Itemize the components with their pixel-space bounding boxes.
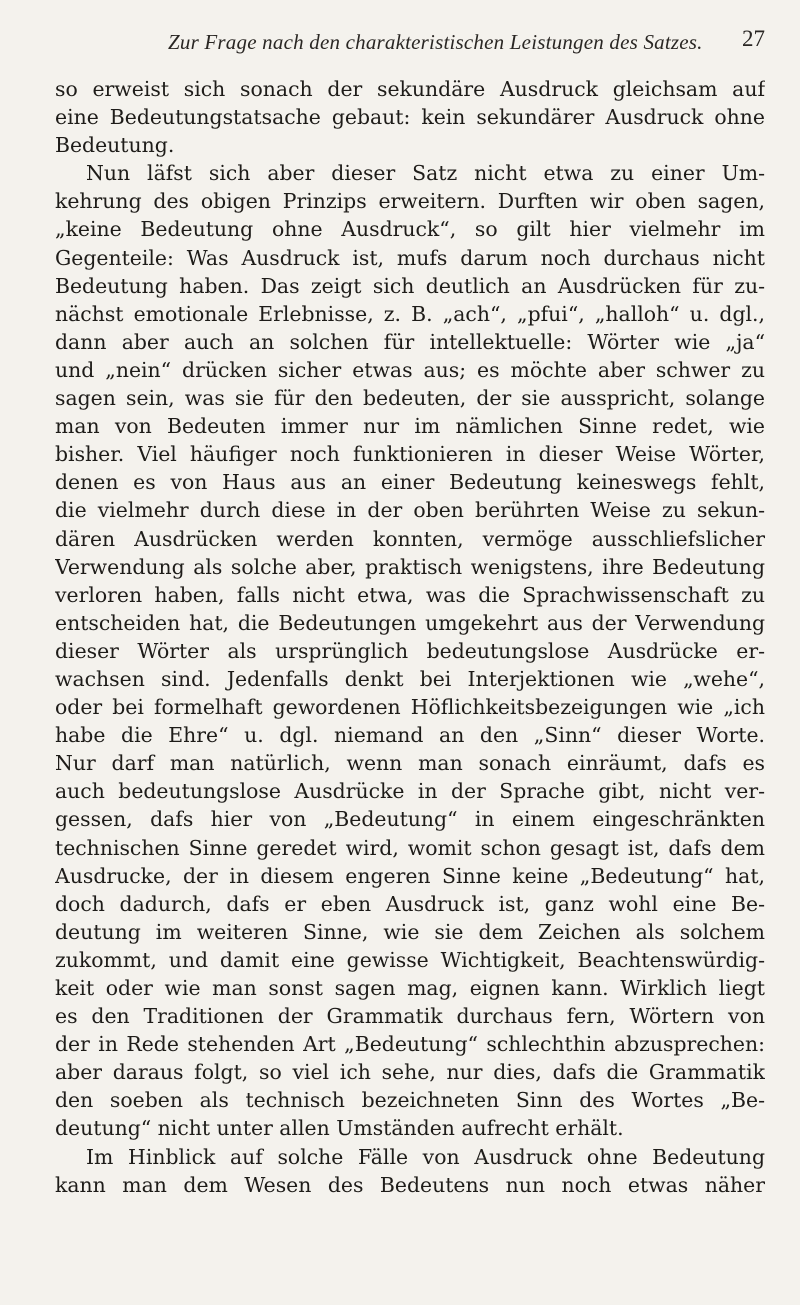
page-number: 27 — [742, 26, 765, 51]
text-line: so erweist sich sonach der sekundäre Ausdruck gleichsam auf — [55, 77, 765, 101]
text-line: und „nein“ drücken sicher etwas aus; es möchte aber schwer zu — [55, 357, 765, 382]
text-line: Verwendung als solche aber, praktisch wenigstens, ihre Bedeutung — [55, 554, 765, 579]
text-line: oder bei formelhaft gewordenen Höflichkeitsbezeigungen wie „ich — [55, 695, 765, 720]
text-line: Nur darf man natürlich, wenn man sonach einräumt, dafs es — [55, 751, 765, 776]
text-line: habe die Ehre“ u. dgl. niemand an den „Sinn“ dieser Worte. — [55, 723, 765, 748]
text-line: Nun läfst sich aber dieser Satz nicht etwa zu einer Um- — [86, 161, 765, 186]
text-line: den soeben als technisch bezeichneten Sinn des Wortes „Be- — [55, 1088, 765, 1113]
text-line: die vielmehr durch diese in der oben berührten Weise zu sekun- — [55, 498, 765, 523]
text-line: es den Traditionen der Grammatik durchaus fern, Wörtern von — [55, 1004, 765, 1029]
text-line: Gegenteile: Was Ausdruck ist, mufs darum noch durchaus nicht — [55, 245, 765, 270]
text-line: nächst emotionale Erlebnisse, z. B. „ach“, „pfui“, „halloh“ u. dgl., — [55, 301, 765, 326]
text-line: deutung“ nicht unter allen Umständen aufrecht erhält. — [55, 1116, 624, 1141]
text-line: dären Ausdrücken werden konnten, vermöge ausschliefslicher — [55, 526, 765, 551]
running-title: Zur Frage nach den charakteristischen Leistungen des Satzes. — [168, 30, 703, 54]
text-line: Bedeutung haben. Das zeigt sich deutlich an Ausdrücken für zu- — [55, 273, 765, 298]
text-line: auch bedeutungslose Ausdrücke in der Sprache gibt, nicht ver- — [55, 779, 765, 804]
text-line: denen es von Haus aus an einer Bedeutung keineswegs fehlt, — [55, 470, 765, 495]
text-line: kann man dem Wesen des Bedeutens nun noch etwas näher — [55, 1172, 765, 1197]
text-line: kehrung des obigen Prinzips erweitern. Durften wir oben sagen, — [55, 189, 765, 214]
body-text — [55, 75, 765, 1199]
text-line: wachsen sind. Jedenfalls denkt bei Interjektionen wie „wehe“, — [55, 666, 765, 691]
text-line: keit oder wie man sonst sagen mag, eignen kann. Wirklich liegt — [55, 976, 765, 1000]
text-line: dann aber auch an solchen für intellektuelle: Wörter wie „ja“ — [55, 329, 765, 354]
text-line: verloren haben, falls nicht etwa, was die Sprachwissenschaft zu — [55, 582, 765, 607]
text-line: Im Hinblick auf solche Fälle von Ausdruck ohne Bedeutung — [86, 1144, 765, 1169]
text-line: deutung im weiteren Sinne, wie sie dem Zeichen als solchem — [55, 919, 765, 944]
text-line: aber daraus folgt, so viel ich sehe, nur dies, dafs die Grammatik — [55, 1060, 765, 1085]
text-line: sagen sein, was sie für den bedeuten, der sie ausspricht, solange — [55, 386, 765, 411]
text-line: Bedeutung. — [55, 133, 175, 158]
text-line: bisher. Viel häufiger noch funktionieren in dieser Weise Wörter, — [55, 442, 765, 467]
text-line: eine Bedeutungstatsache gebaut: kein sekundärer Ausdruck ohne — [55, 105, 765, 130]
text-line: doch dadurch, dafs er eben Ausdruck ist, ganz wohl eine Be- — [55, 891, 765, 916]
text-line: gessen, dafs hier von „Bedeutung“ in einem eingeschränkten — [55, 807, 765, 832]
text-line: dieser Wörter als ursprünglich bedeutungslose Ausdrücke er- — [55, 638, 765, 663]
text-line: „keine Bedeutung ohne Ausdruck“, so gilt hier vielmehr im — [55, 217, 765, 242]
text-line: Ausdrucke, der in diesem engeren Sinne keine „Bedeutung“ hat, — [55, 863, 765, 888]
text-line: der in Rede stehenden Art „Bedeutung“ schlechthin abzusprechen: — [55, 1032, 765, 1057]
text-line: entscheiden hat, die Bedeutungen umgekehrt aus der Verwendung — [55, 610, 765, 635]
text-line: technischen Sinne geredet wird, womit schon gesagt ist, dafs dem — [55, 835, 765, 860]
text-line: zukommt, und damit eine gewisse Wichtigkeit, Beachtenswürdig- — [55, 947, 765, 972]
text-line: man von Bedeuten immer nur im nämlichen Sinne redet, wie — [55, 414, 765, 439]
running-head — [0, 18, 800, 58]
